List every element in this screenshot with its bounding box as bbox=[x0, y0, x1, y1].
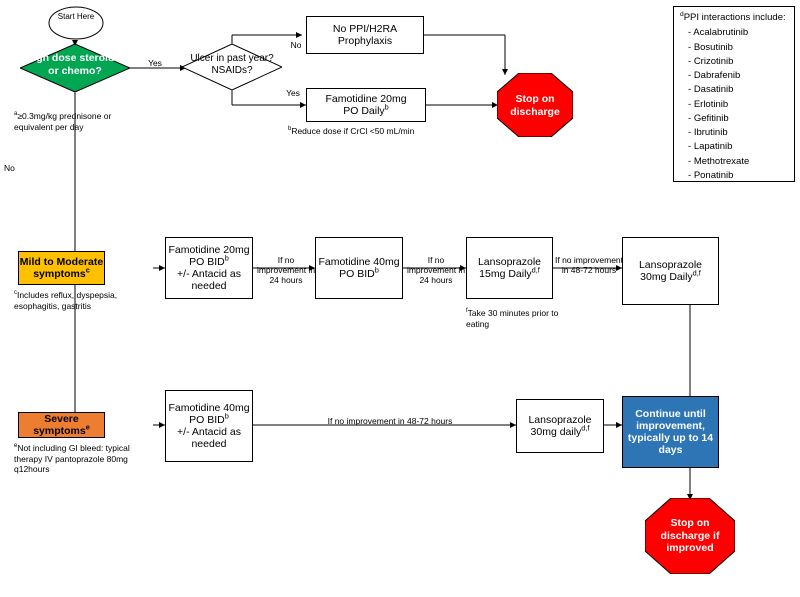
step-continue-until-improvement[interactable] bbox=[622, 396, 719, 468]
start-node bbox=[48, 6, 104, 40]
decision-ulcer-past-year[interactable] bbox=[182, 44, 282, 90]
legend-item: - Erlotinib bbox=[688, 98, 788, 112]
legend-item: - Gefitinib bbox=[688, 112, 788, 126]
step-severe-1-label: Famotidine 40mg PO $BID^b$ +/- Antacid as needed bbox=[168, 401, 250, 451]
legend-item: - Ibrutinib bbox=[688, 126, 788, 140]
step-mild-1[interactable] bbox=[165, 237, 253, 299]
legend-item: - Ponatinib bbox=[688, 169, 788, 183]
step-severe-2[interactable] bbox=[516, 399, 604, 453]
legend-item: - Bosutinib bbox=[688, 41, 788, 55]
step-famotidine-20-daily[interactable] bbox=[306, 88, 426, 122]
edge-label-severe-1-to-2: If no improvement in 48-72 hours bbox=[327, 416, 453, 426]
step-mild-3[interactable] bbox=[466, 237, 553, 299]
ppi-interactions-legend bbox=[673, 6, 795, 182]
footnote-e: $^e$Not including GI bleed: typical therapy IV pantoprazole 80mg q12hours bbox=[14, 443, 130, 475]
footnote-c: $^c$Includes reflux, dyspepsia, esophagitis, gastritis bbox=[14, 290, 118, 311]
entry-mild-moderate[interactable] bbox=[18, 251, 105, 285]
legend-title: $^d$PPI interactions include: bbox=[680, 10, 786, 23]
terminal-stop-on-discharge-label: Stop on discharge bbox=[510, 93, 560, 118]
step-severe-1[interactable] bbox=[165, 390, 253, 462]
edge-label-yes-from-ulcer: Yes bbox=[286, 88, 300, 98]
step-mild-1-label: Famotidine 20mg PO $BID^b$ +/- Antacid as needed bbox=[168, 243, 250, 293]
terminal-stop-on-discharge[interactable] bbox=[497, 73, 573, 137]
step-mild-2[interactable] bbox=[315, 237, 403, 299]
step-mild-2-label: Famotidine 40mg PO BID$^b$ bbox=[318, 255, 400, 280]
legend-item: - Lapatinib bbox=[688, 140, 788, 154]
legend-item: - Dabrafenib bbox=[688, 69, 788, 83]
start-node-label: Start Here bbox=[57, 12, 95, 21]
footnote-b: $^b$Reduce dose if CrCl <50 mL/min bbox=[288, 126, 415, 136]
legend-item: - Crizotinib bbox=[688, 55, 788, 69]
legend-item: - Dasatinib bbox=[688, 83, 788, 97]
legend-item: - Acalabrutinib bbox=[688, 26, 788, 40]
edge-label-mild-2-to-3: If no improvement in 24 hours bbox=[406, 255, 466, 286]
edge-label-yes-to-ulcer: Yes bbox=[148, 58, 162, 68]
step-mild-3-label: Lansoprazole 15mg Daily$^{d,f}$ bbox=[477, 255, 542, 280]
decision-high-dose-steroids-label: High dose steroids$^a$ or chemo? bbox=[25, 49, 125, 77]
edge-label-no-from-ulcer: No bbox=[290, 40, 302, 50]
decision-high-dose-steroids[interactable] bbox=[20, 44, 130, 92]
edge-label-mild-1-to-2: If no improvement in 24 hours bbox=[256, 255, 316, 286]
step-no-ppi-h2ra[interactable]: No PPI/H2RA Prophylaxis bbox=[306, 16, 424, 54]
footnote-a: $^a$≥0.3mg/kg prednisone or equivalent per day bbox=[14, 111, 112, 132]
terminal-stop-if-improved[interactable] bbox=[645, 498, 735, 574]
edge-label-no-from-steroids: No bbox=[4, 163, 15, 173]
footnote-f: $^f$Take 30 minutes prior to eating bbox=[466, 308, 559, 329]
entry-severe-label: Severe symptoms$^e$ bbox=[33, 412, 90, 437]
step-severe-2-label: Lansoprazole 30mg daily$^{d,f}$ bbox=[528, 413, 592, 438]
edge-label-mild-3-to-4: If no improvement in 48-72 hours bbox=[554, 255, 624, 276]
step-famotidine-20-daily-label: Famotidine 20mg PO Daily$^b$ bbox=[325, 92, 407, 117]
legend-item: - Methotrexate bbox=[688, 155, 788, 169]
step-mild-4[interactable] bbox=[622, 237, 719, 305]
terminal-stop-if-improved-label: Stop on discharge if improved bbox=[660, 517, 720, 555]
step-mild-4-label: Lansoprazole 30mg Daily$^{d,f}$ bbox=[638, 258, 703, 283]
decision-ulcer-past-year-label: Ulcer in past year? NSAIDs? bbox=[190, 53, 274, 76]
legend-list bbox=[680, 26, 788, 183]
entry-severe[interactable] bbox=[18, 412, 105, 438]
entry-mild-moderate-label: Mild to Moderate symptoms$^c$ bbox=[19, 255, 104, 280]
step-continue-until-improvement-label: Continue until improvement, typically up to 14 days bbox=[627, 407, 714, 457]
